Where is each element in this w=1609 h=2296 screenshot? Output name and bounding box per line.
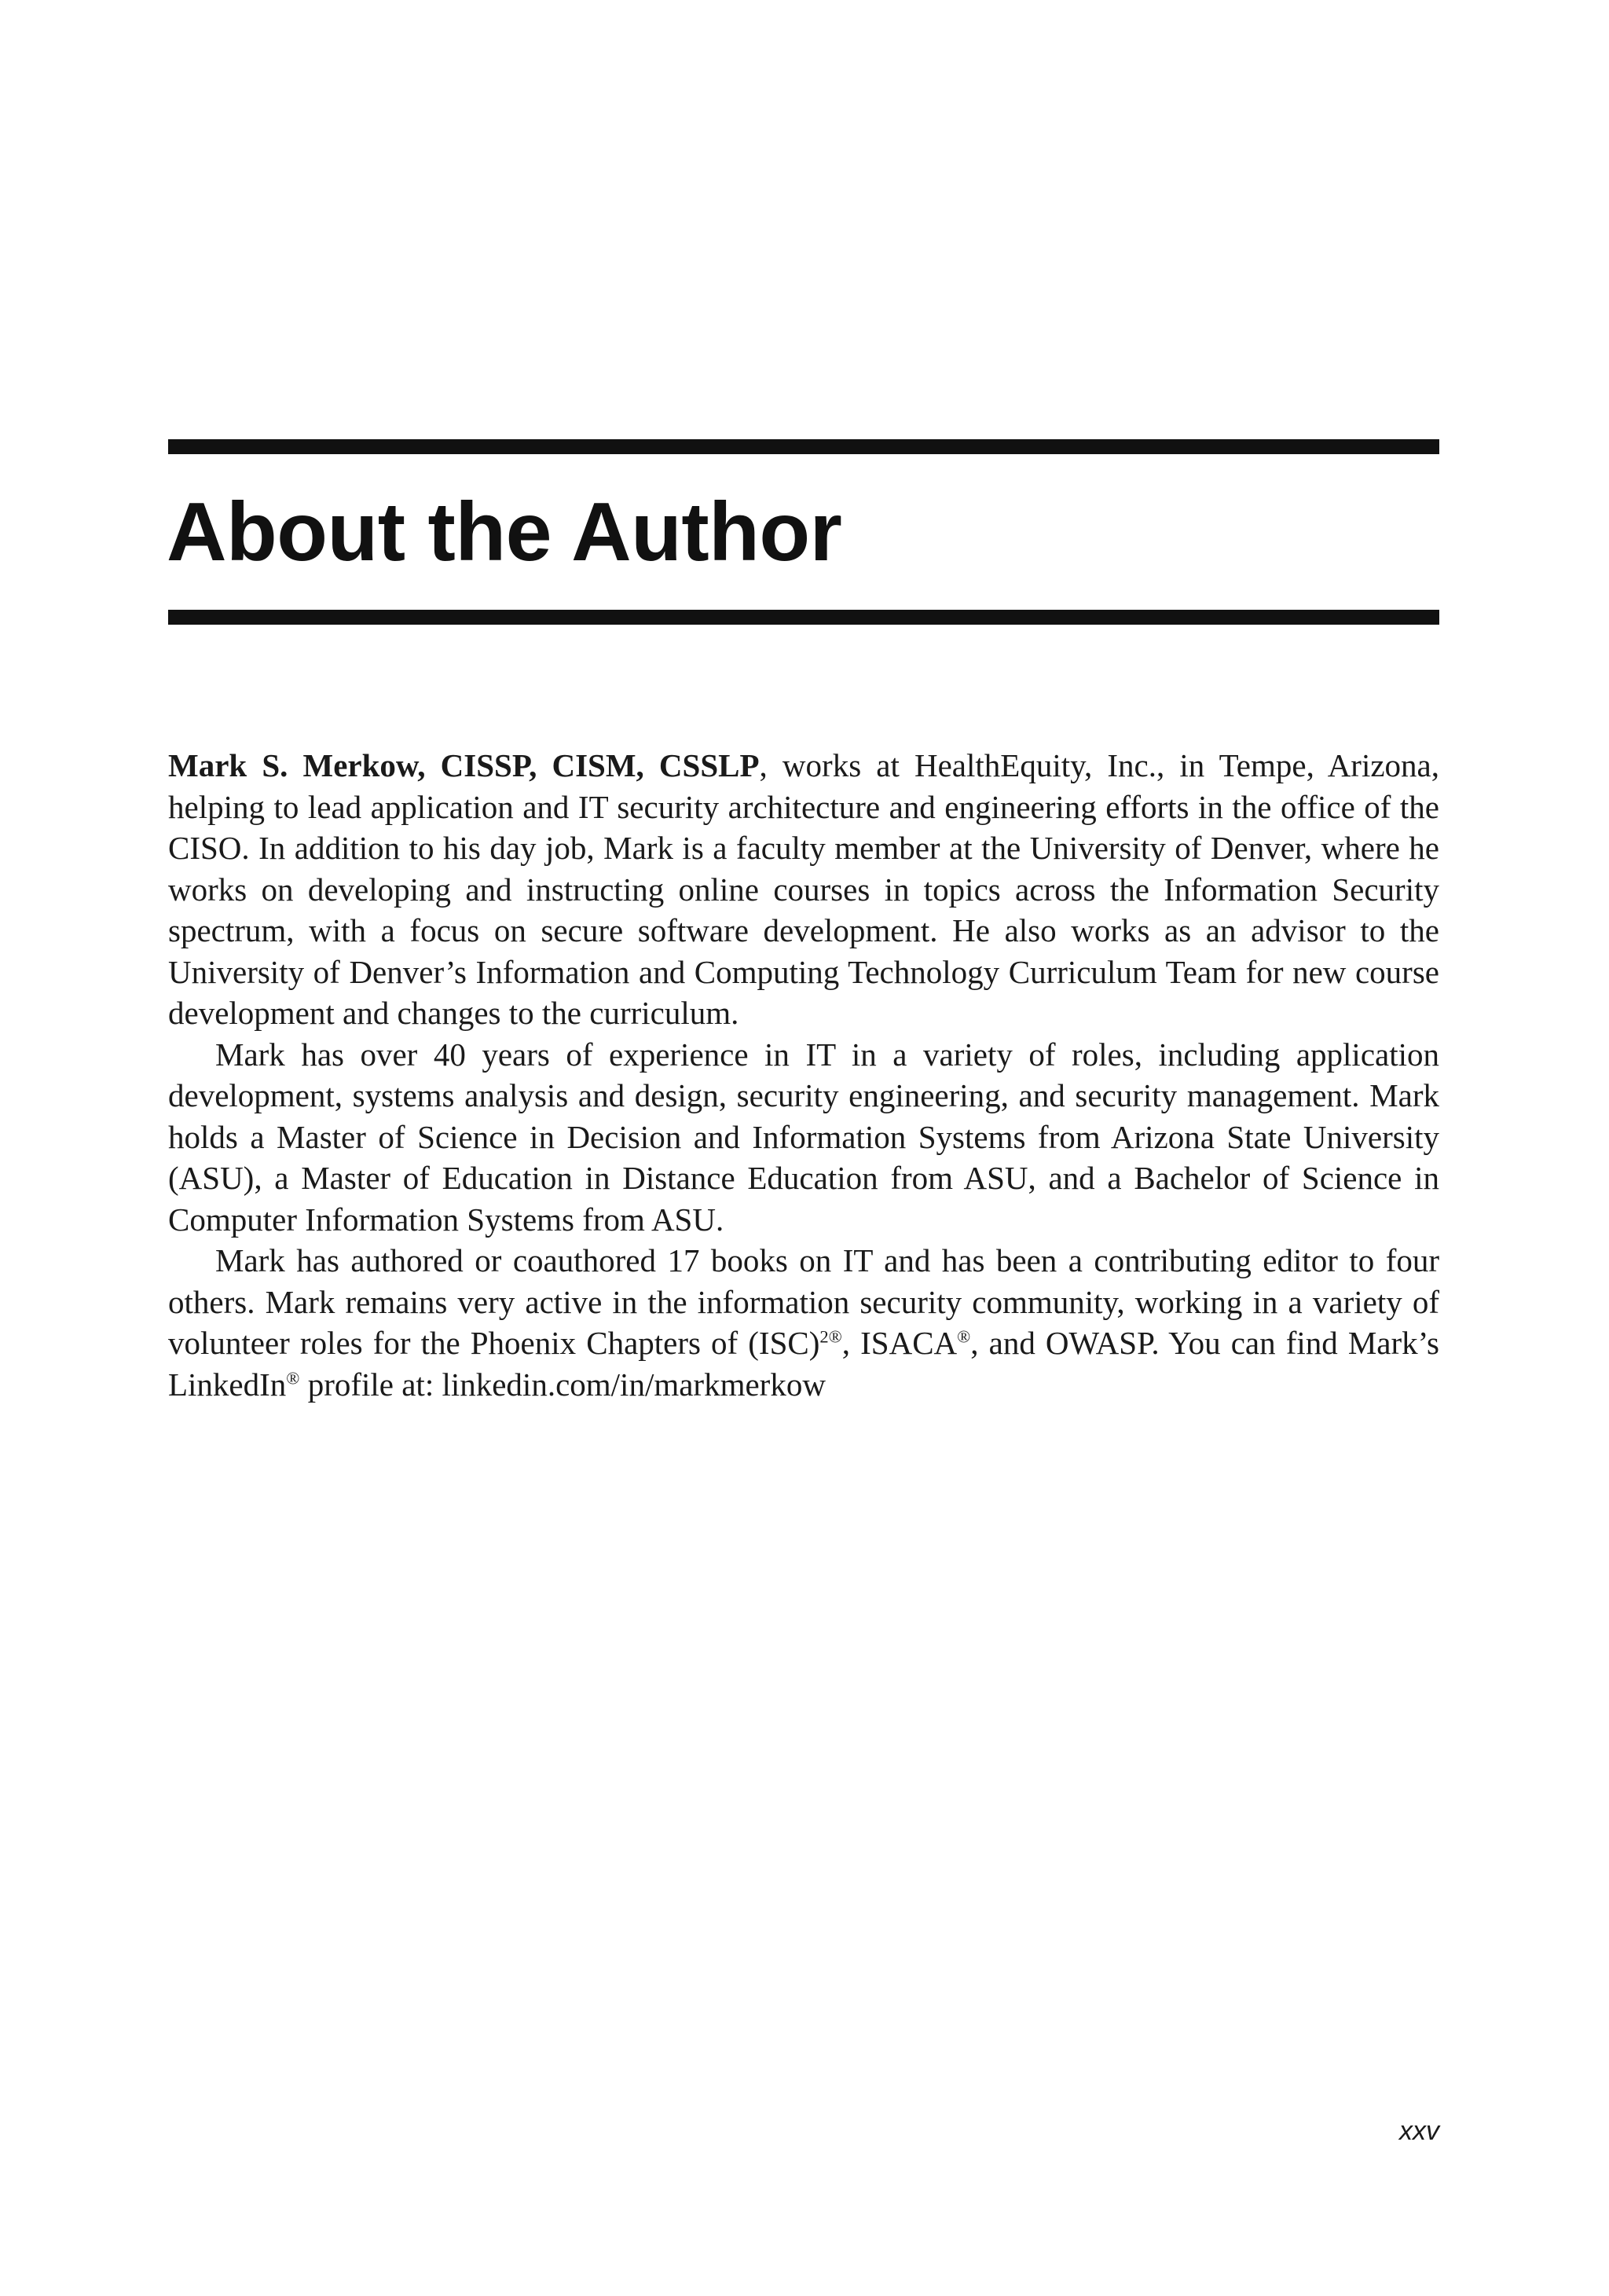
bio-paragraph-3-text-a: Mark has authored or coauthored 17 books on IT and has been a contributing editor to four others. Mark remains very active in the information security community, working in a variety of volunteer roles for the Phoenix Chapters of (ISC) bbox=[168, 1242, 1439, 1361]
title-top-rule bbox=[168, 439, 1439, 454]
isaca-registered-mark: ® bbox=[957, 1326, 971, 1347]
page-number: xxv bbox=[1399, 2116, 1439, 2146]
chapter-title: About the Author bbox=[167, 486, 842, 578]
bio-paragraph-2: Mark has over 40 years of experience in IT in a variety of roles, including application development, systems analysis and design, security engineering, and security management. Mark holds a Master of Science in Decision and Information Systems from Arizona State University (ASU), a Master of Education in Distance Education from ASU, and a Bachelor of Science in Computer Information Systems from ASU. bbox=[168, 1036, 1439, 1238]
linkedin-registered-mark: ® bbox=[286, 1367, 300, 1388]
bio-paragraph-3-text-d: profile at: linkedin.com/in/markmerkow bbox=[299, 1366, 826, 1403]
title-bottom-rule bbox=[168, 610, 1439, 625]
isc2-registered-mark: 2® bbox=[819, 1326, 842, 1347]
bio-paragraph-3-text-c: , and OWASP. You can find Mark’s LinkedIn bbox=[168, 1325, 1439, 1403]
bio-paragraph-3-text-b: , ISACA bbox=[841, 1325, 958, 1361]
bio-paragraph-1-text: , works at HealthEquity, Inc., in Tempe, Arizona, helping to lead application and IT security architecture and engineering efforts in the office of the CISO. In addition to his day job, Mark is a faculty member at the University of Denver, where he works on developing and instructing online courses in topics across the Information Security spectrum, with a focus on secure software development. He also works as an advisor to the University of Denver’s Information and Computing Technology Curriculum Team for new course development and changes to the curriculum. bbox=[168, 747, 1439, 1031]
author-bio bbox=[168, 745, 1439, 1405]
bio-paragraph-3 bbox=[168, 1240, 1439, 1405]
author-name-credentials: Mark S. Merkow, CISSP, CISM, CSSLP bbox=[168, 747, 760, 783]
bio-paragraph-1 bbox=[168, 745, 1439, 1034]
